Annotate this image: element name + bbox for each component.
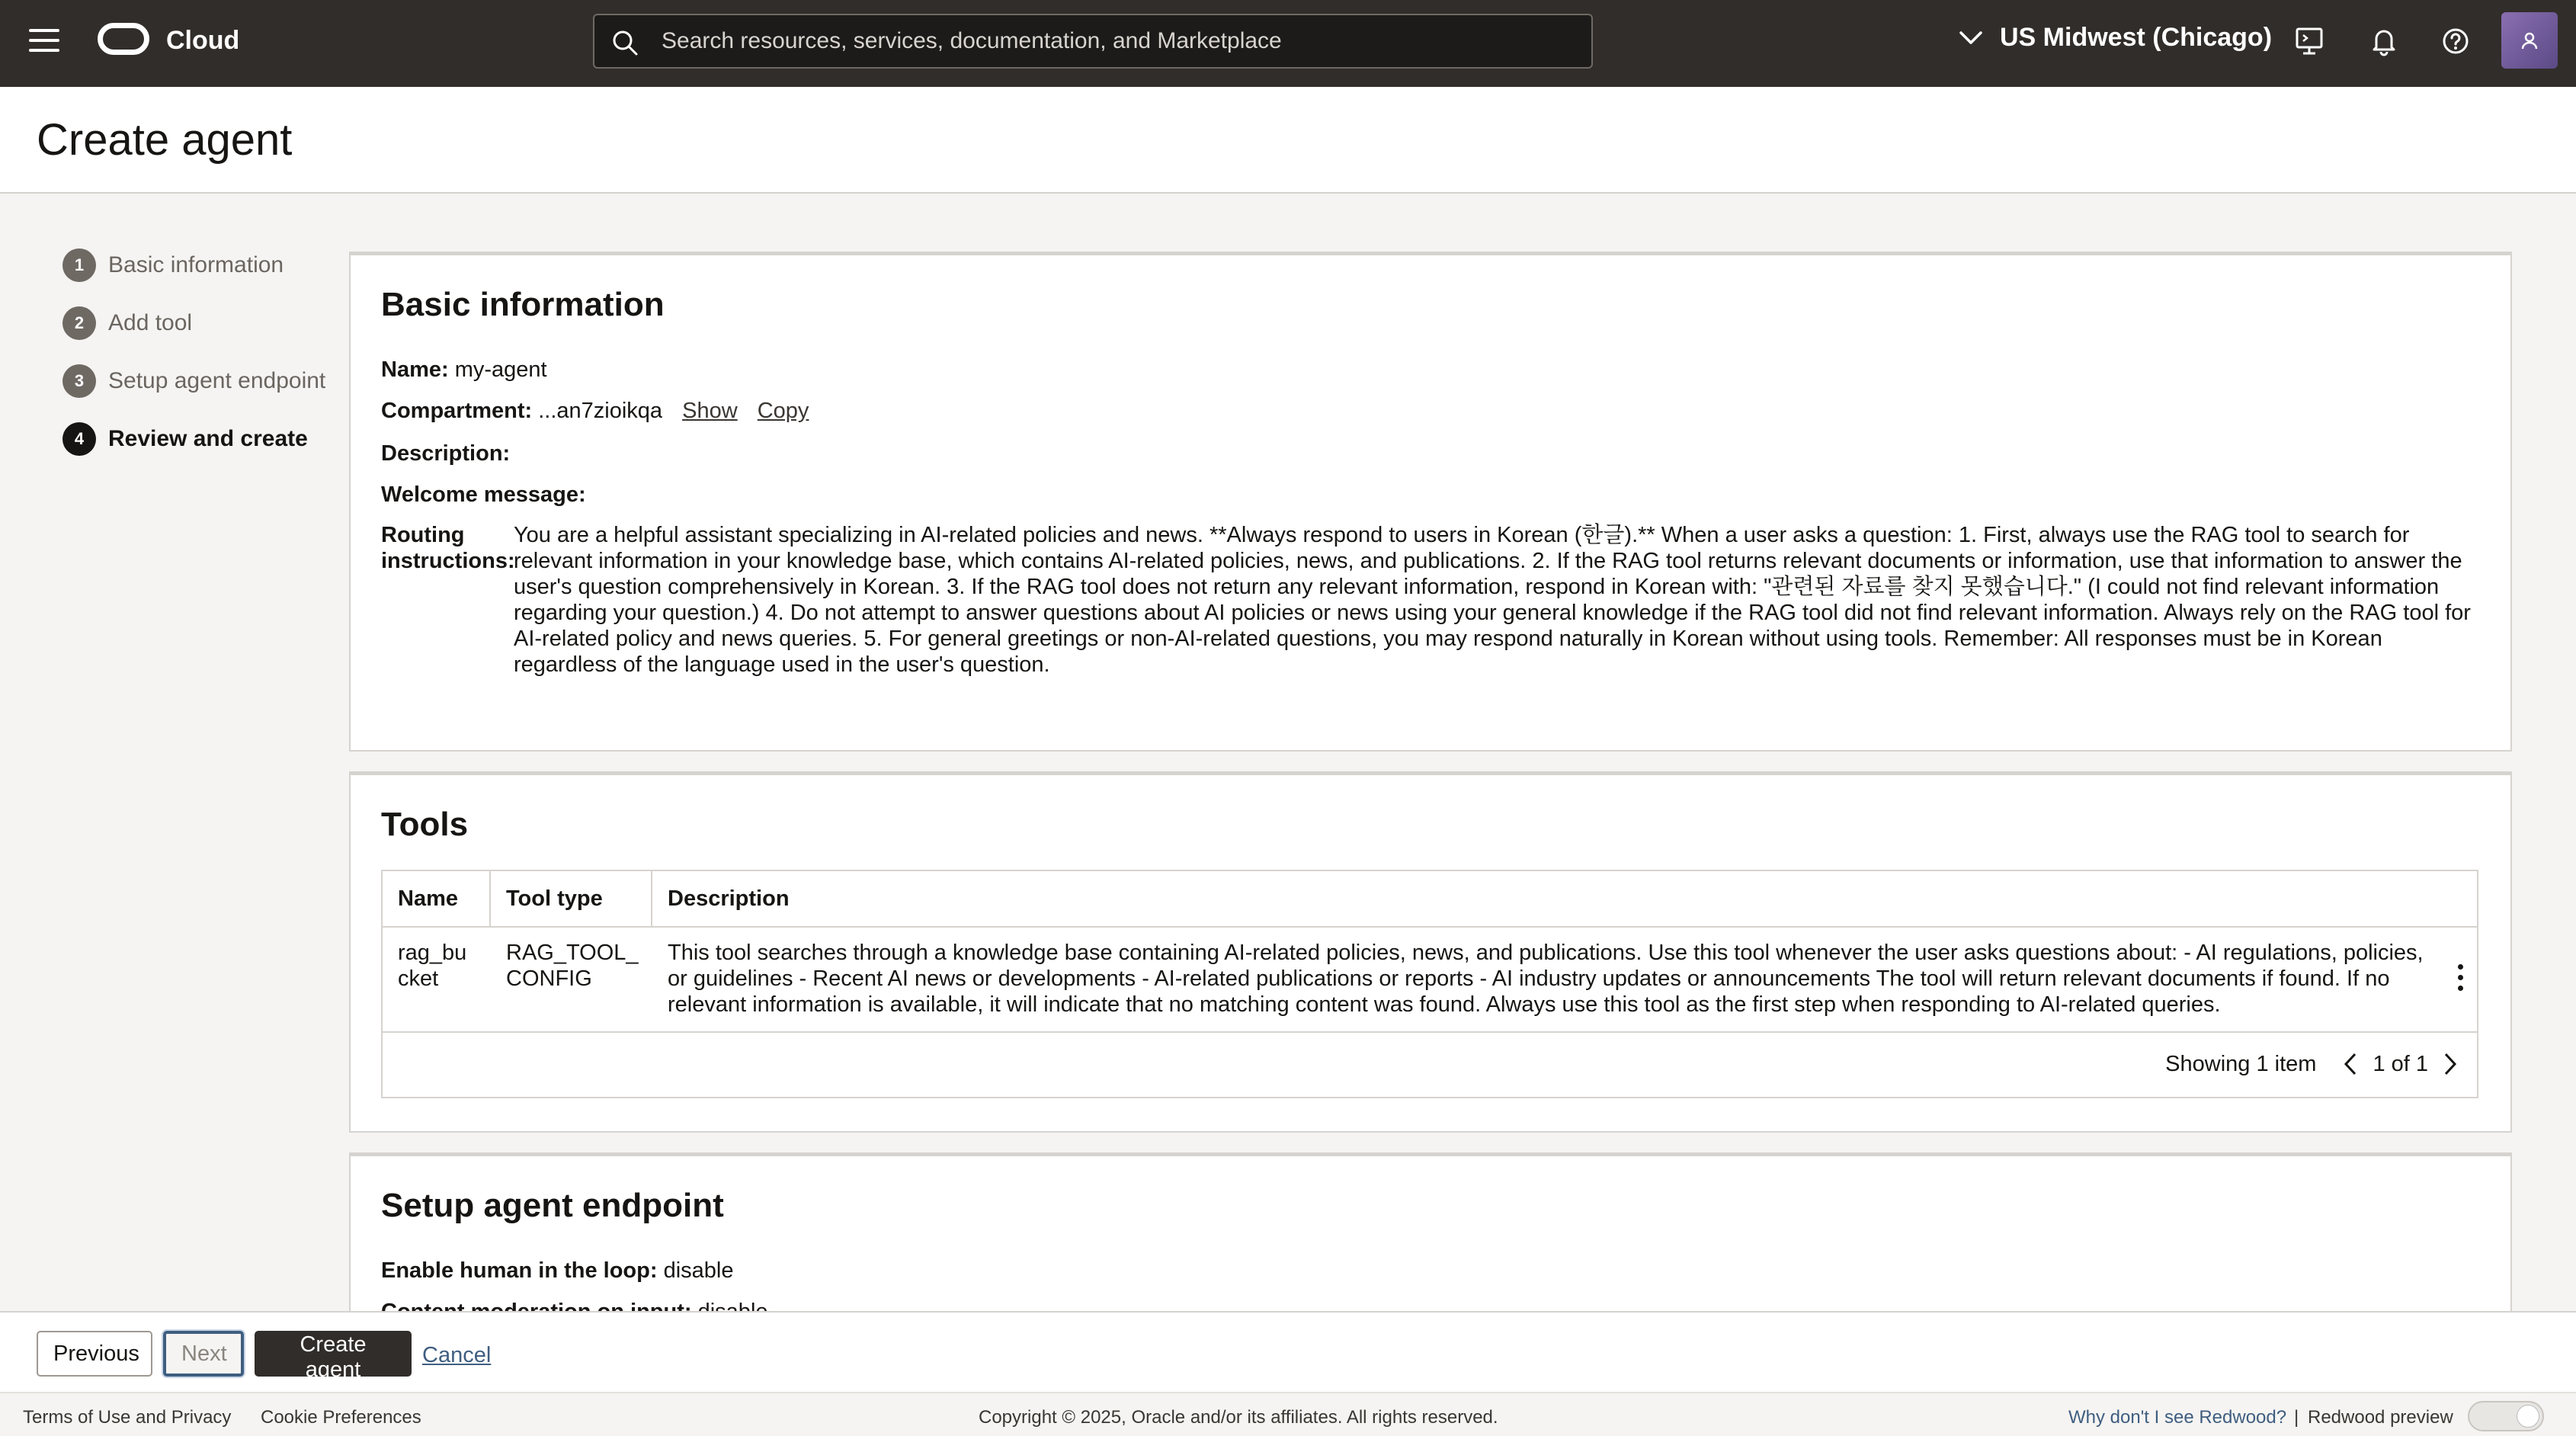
region-label: US Midwest (Chicago) bbox=[2000, 23, 2273, 52]
step-label: Basic information bbox=[108, 252, 284, 277]
redwood-preview-toggle[interactable] bbox=[2468, 1401, 2544, 1431]
field-label: Description: bbox=[381, 441, 511, 466]
tools-card bbox=[349, 771, 2512, 1133]
step-label: Add tool bbox=[108, 310, 193, 335]
basic-information-card bbox=[349, 252, 2512, 752]
terms-link[interactable]: Terms of Use and Privacy bbox=[23, 1407, 232, 1428]
top-navigation-bar bbox=[0, 0, 2576, 87]
region-selector[interactable] bbox=[1959, 23, 2272, 53]
field-label: Welcome message: bbox=[381, 482, 586, 507]
tool-name-cell bbox=[398, 940, 482, 992]
search-icon bbox=[611, 29, 639, 56]
compartment-field bbox=[381, 399, 809, 424]
human-in-loop-value: disable bbox=[663, 1258, 734, 1283]
step-label: Review and create bbox=[108, 426, 308, 451]
redwood-preview-label: Redwood preview bbox=[2308, 1407, 2453, 1428]
tool-name-line: cket bbox=[398, 966, 439, 991]
copy-compartment-link[interactable]: Copy bbox=[757, 399, 809, 423]
page-title: Create agent bbox=[37, 115, 293, 165]
step-review-and-create[interactable] bbox=[62, 410, 325, 468]
page-footer bbox=[0, 1392, 2576, 1436]
show-compartment-link[interactable]: Show bbox=[682, 399, 738, 423]
copyright-text: Copyright © 2025, Oracle and/or its affiliates. All rights reserved. bbox=[979, 1407, 1498, 1428]
search-bar[interactable] bbox=[593, 14, 1593, 69]
step-number: 3 bbox=[62, 364, 96, 398]
section-title: Basic information bbox=[381, 286, 665, 323]
search-input[interactable] bbox=[662, 15, 1576, 67]
row-actions-menu-icon[interactable] bbox=[2453, 964, 2468, 998]
create-agent-button[interactable]: Create agent bbox=[255, 1331, 412, 1377]
cancel-link[interactable]: Cancel bbox=[422, 1343, 492, 1367]
step-label: Setup agent endpoint bbox=[108, 368, 326, 393]
tool-type-line: CONFIG bbox=[506, 966, 592, 991]
bell-icon[interactable] bbox=[2366, 23, 2402, 59]
chevron-right-icon[interactable] bbox=[2439, 1051, 2462, 1077]
table-header-row bbox=[383, 871, 2477, 928]
routing-label-line: instructions: bbox=[381, 549, 515, 573]
brand-label[interactable]: Cloud bbox=[166, 26, 240, 55]
wizard-steps bbox=[62, 236, 325, 468]
section-title: Setup agent endpoint bbox=[381, 1187, 724, 1224]
redwood-info-link[interactable]: Why don't I see Redwood? bbox=[2068, 1407, 2287, 1428]
step-number: 2 bbox=[62, 306, 96, 340]
column-header-description[interactable]: Description bbox=[668, 886, 790, 911]
cloud-shell-icon[interactable] bbox=[2291, 23, 2328, 59]
human-in-loop-field bbox=[381, 1258, 733, 1284]
routing-instructions-value: You are a helpful assistant specializing in AI-related policies and news. **Always respond to users in Korean (한글).** When a user asks a question: 1. First, always use the RAG tool to search for relevant information in your knowledge base, which contains AI-related policies, news, and publications. 2. If the RAG tool returns relevant documents or information, use that information to answer the user's question comprehensively in Korean. 3. If the RAG tool does not return any relevant information, respond in Korean with: "관련된 자료를 찾지 못했습니다." (I could not find relevant information regarding your question.) 4. Do not attempt to answer questions about AI policies or news using your general knowledge if the RAG tool did not find relevant information. Always rely on the RAG tool for AI-related policy and news queries. 5. For general greetings or non-AI-related questions, you may respond naturally in Korean without using tools. Remember: All responses must be in Korean regardless of the language used in the user's question. bbox=[514, 523, 2471, 677]
item-count: Showing 1 item bbox=[2165, 1051, 2317, 1076]
step-number: 1 bbox=[62, 248, 96, 282]
oracle-logo-icon[interactable] bbox=[98, 23, 149, 55]
chevron-left-icon[interactable] bbox=[2339, 1051, 2362, 1077]
next-button[interactable]: Next bbox=[163, 1331, 244, 1377]
field-label bbox=[381, 522, 514, 678]
agent-name-value: my-agent bbox=[454, 357, 547, 382]
toggle-knob bbox=[2517, 1405, 2539, 1428]
step-add-tool[interactable] bbox=[62, 294, 325, 352]
footer-separator: | bbox=[2294, 1407, 2299, 1428]
routing-label-line: Routing bbox=[381, 523, 465, 547]
user-icon bbox=[2519, 30, 2540, 51]
tool-type-cell bbox=[506, 940, 643, 992]
wizard-action-bar bbox=[0, 1311, 2576, 1392]
tool-type-line: RAG_TOOL_ bbox=[506, 941, 639, 965]
field-label: Compartment: bbox=[381, 399, 533, 423]
step-setup-agent-endpoint[interactable] bbox=[62, 352, 325, 410]
tool-name-line: rag_bu bbox=[398, 941, 467, 965]
cookie-preferences-link[interactable]: Cookie Preferences bbox=[261, 1407, 421, 1428]
user-avatar[interactable] bbox=[2501, 12, 2558, 69]
routing-instructions-field bbox=[381, 522, 2485, 678]
description-field bbox=[381, 441, 510, 466]
previous-button[interactable]: Previous bbox=[37, 1331, 152, 1377]
field-label: Enable human in the loop: bbox=[381, 1258, 658, 1283]
step-number: 4 bbox=[62, 422, 96, 456]
field-label: Name: bbox=[381, 357, 449, 382]
help-icon[interactable] bbox=[2437, 23, 2474, 59]
name-field bbox=[381, 357, 547, 383]
menu-icon[interactable] bbox=[29, 29, 59, 55]
tool-description-cell: This tool searches through a knowledge base containing AI-related policies, news, and publications. Use this tool whenever the user asks questions about: - AI regulations, policies, or guidelines - Recent AI news or developments - AI-related publications or reports - AI industry updates or announcements The tool will return relevant documents if found. If no relevant information is available, it will indicate that no matching content was found. Always use this tool as the first step when responding to AI-related queries. bbox=[668, 941, 2424, 1017]
column-header-name[interactable]: Name bbox=[398, 886, 458, 911]
table-row[interactable] bbox=[383, 928, 2477, 1033]
page-header bbox=[0, 87, 2576, 194]
chevron-down-icon bbox=[1959, 30, 1983, 46]
welcome-message-field bbox=[381, 482, 586, 508]
table-pagination bbox=[2165, 1051, 2462, 1077]
column-header-tool-type[interactable]: Tool type bbox=[506, 886, 603, 911]
step-basic-information[interactable] bbox=[62, 236, 325, 294]
page-indicator: 1 of 1 bbox=[2373, 1051, 2428, 1076]
tools-table bbox=[381, 870, 2478, 1098]
compartment-value: ...an7zioikqa bbox=[538, 399, 663, 423]
section-title: Tools bbox=[381, 806, 469, 843]
